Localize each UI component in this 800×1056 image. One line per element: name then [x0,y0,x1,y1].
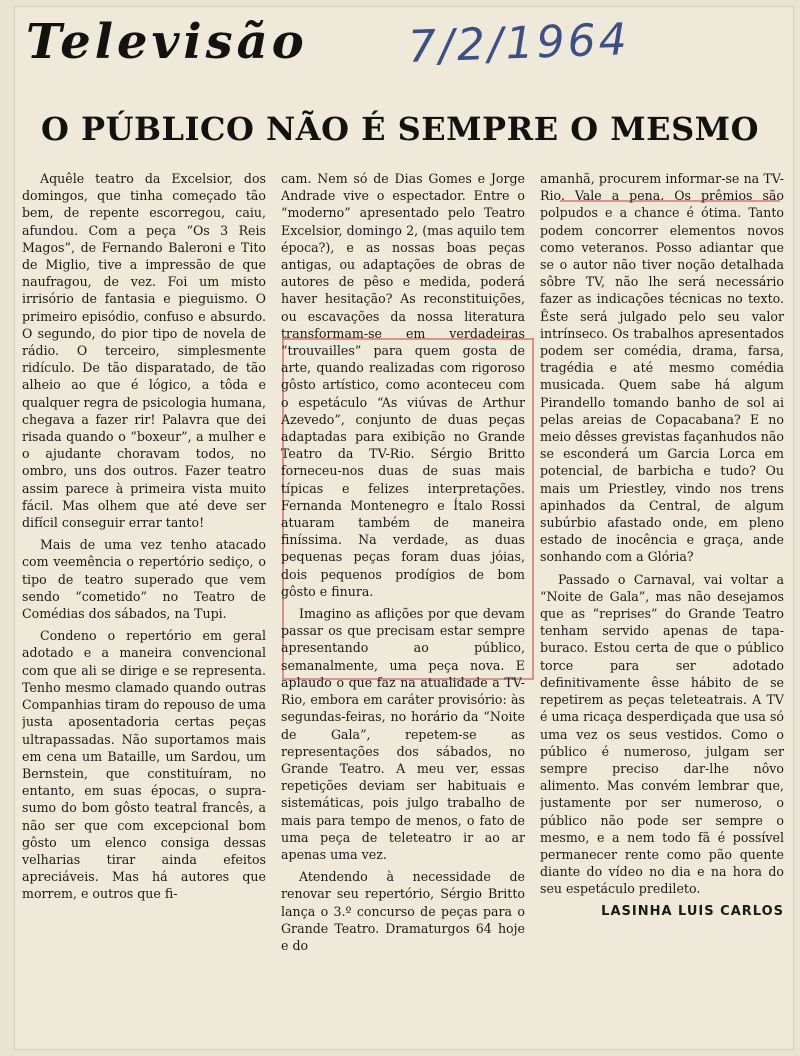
column-3 [540,170,784,1040]
article-body [22,170,784,1040]
column-1 [22,170,266,1040]
paragraph: Aquêle teatro da Excelsior, dos domingos, que tinha começado tão bem, de repente escorregou, caiu, afundou. Com a peça “Os 3 Reis Magos”, de Fernando Baleroni e Tito de Miglio, tive a impressão de que naufragou, de vez. Foi um misto irrisório de fantasia e pieguismo. O primeiro episódio, confuso e absurdo. O segundo, do pior tipo de novela de rádio. O terceiro, simplesmente ridículo. De tão disparatado, de tão alheio ao que é lógico, a tôda e qualquer regra de psicologia humana, chegava a fazer rir! Palavra que dei risada quando o “boxeur”, a mulher e o ajudante choravam todos, no ombro, uns dos outros. Fazer teatro assim parece à primeira vista muito fácil. Mas olhem que até deve ser difícil conseguir errar tanto! [22,171,266,531]
column-2 [281,170,525,1040]
handwritten-date: 7/2/1964 [407,14,631,73]
paragraph: Atendendo à necessidade de renovar seu repertório, Sérgio Britto lança o 3.º concurso de peças para o Grande Teatro. Dramaturgos 64 hoje e do [281,869,525,953]
paragraph: Condeno o repertório em geral adotado e a maneira convencional com que ali se dirige e se representa. Tenho mesmo clamado quando outras Companhias tiram do repouso de uma justa aposentadoria certas peças ultrapassadas. Não suportamos mais em cena um Bataille, um Sardou, um Bernstein, que constituíram, no entanto, em suas épocas, o supra-sumo do bom gôsto teatral francês, a não ser que com excepcional bom gôsto um elenco consiga dessas velharias tirar ainda efeitos apreciáveis. Mas há autores que morrem, e outros que fi- [22,628,266,902]
paragraph: cam. Nem só de Dias Gomes e Jorge Andrade vive o espectador. Entre o “moderno” apresentado pelo Teatro Excelsior, domingo 2, (mas aquilo tem época?), e as nossas boas peças antigas, ou adaptações de obras de autores de pêso e medida, poderá haver hesitação? As reconstituições, ou escavações da nossa literatura transformam-se em verdadeiras “trouvailles” para quem gosta de arte, quando realizadas com rigoroso gôsto artístico, como aconteceu com o espetáculo “As viúvas de Arthur Azevedo”, conjunto de duas peças adaptadas para exibição no Grande Teatro da TV-Rio. Sérgio Britto forneceu-nos duas de suas mais típicas e felizes interpretações. Fernanda Montenegro e Ítalo Rossi atuaram também de maneira finíssima. Na verdade, as duas pequenas peças foram duas jóias, dois pequenos prodígios de bom gôsto e finura. [281,171,525,599]
paragraph: amanhã, procurem informar-se na TV-Rio. Vale a pena. Os prêmios são polpudos e a chance é ótima. Tanto podem concorrer elementos novos como veteranos. Posso adiantar que se o autor não tiver noção detalhada sôbre TV, não lhe será necessário fazer as indicações técnicas no texto. Êste será julgado pelo seu valor intrínseco. Os trabalhos apresentados podem ser comédia, drama, farsa, tragédia e até mesmo comédia musicada. Quem sabe há algum Pirandello tomando banho de sol ai pelas areias de Copacabana? E no meio dêsses grevistas façanhudos não se esconderá um Garcia Lorca em potencial, de barbicha e tudo? Ou mais um Priestley, vindo nos trens apinhados da Central, de algum subúrbio afastado onde, em pleno estado de inocência e graça, ande sonhando com a Glória? [540,171,784,565]
paragraph: Passado o Carnaval, vai voltar a “Noite de Gala”, mas não desejamos que as “reprises” do Grande Teatro tenham servido apenas de tapa-buraco. Estou certa de que o público torce para ser adotado definitivamente êsse hábito de se repetirem as peças teleteatrais. A TV é uma ricaça desperdiçada que usa só uma vez os seus vestidos. Como o público é numeroso, julgam ser sempre preciso dar-lhe nôvo alimento. Mas convém lembrar que, justamente por ser numeroso, o público não pode ser sempre o mesmo, e a nem todo fã é possível permanecer rente como pão quente diante do vídeo no dia e na hora do seu espetáculo predileto. [540,571,784,897]
section-title: Televisão [26,14,308,70]
author-byline: LASINHA LUIS CARLOS [601,903,784,919]
paragraph: Mais de uma vez tenho atacado com veemência o repertório sediço, o tipo de teatro superado que vem sendo “cometido” no Teatro de Comédias dos sábados, na Tupi. [22,537,266,622]
paragraph: Imagino as aflições por que devam passar os que precisam estar sempre apresentando ao público, semanalmente, uma peça nova. E aplaudo o que faz na atualidade a TV-Rio, embora em caráter provisório: às segundas-feiras, no horário da “Noite de Gala”, repetem-se as representações dos sábados, no Grande Teatro. A meu ver, essas repetições deviam ser habituais e sistemáticas, pois julgo trabalho de mais para tempo de menos, o fato de uma peça de teleteatro ir ao ar apenas uma vez. [281,606,525,862]
article-headline: O PÚBLICO NÃO É SEMPRE O MESMO [41,110,759,148]
